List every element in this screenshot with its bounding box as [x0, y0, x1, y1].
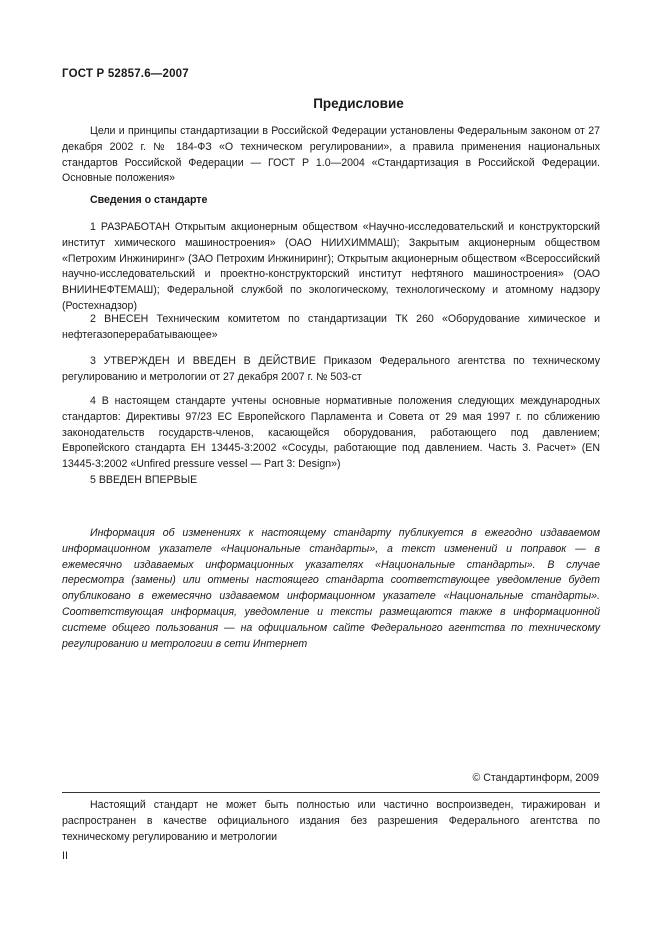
copyright: © Стандартинформ, 2009	[472, 772, 599, 784]
item-3-text: 3 УТВЕРЖДЕН И ВВЕДЕН В ДЕЙСТВИЕ Приказом Федерального агентства по техническому регулированию и метрологии от 27 декабря 2007 г. № 503-ст	[62, 355, 600, 383]
intro-text: Цели и принципы стандартизации в Российской Федерации установлены Федеральным законом от 27 декабря 2002 г. № 184-ФЗ «О техническом регулировании», а правила применения национальных стандартов Российской Федерации — ГОСТ Р 1.0—2004 «Стандартизация в Российской Федерации. Основные положения»	[62, 125, 600, 185]
item-2	[62, 312, 600, 344]
divider	[62, 792, 600, 793]
info-notice	[62, 526, 600, 652]
reproduction-notice	[62, 798, 600, 845]
item-5-text: 5 ВВЕДЕН ВПЕРВЫЕ	[90, 474, 198, 486]
page-number: II	[62, 850, 68, 862]
intro-paragraph	[62, 124, 600, 187]
item-1	[62, 220, 600, 315]
item-1-text: 1 РАЗРАБОТАН Открытым акционерным обществом «Научно-исследовательский и конструкторский институт химического машиностроения» (ОАО НИИХИММАШ); Закрытым акционерным обществом «Петрохим Инжиниринг» (ЗАО Петрохим Инжиниринг); Открытым акционерным обществом «Всероссийский научно-исследовательский и проектно-конструкторский институт нефтяного машиностроения» (ОАО ВНИИНЕФТЕМАШ); Федеральной службой по экологическому, технологическому и атомному надзору (Ростехнадзор)	[62, 221, 600, 312]
item-5	[62, 473, 600, 489]
item-4-text: 4 В настоящем стандарте учтены основные нормативные положения следующих международных стандартов: Директивы 97/23 ЕС Европейского Парламента и Совета от 29 мая 1997 г. по сближению законодательств государств-членов, касающейся оборудования, работающего под давлением; Европейского стандарта ЕН 13445-3:2002 «Сосуды, работающие под давлением. Часть 3. Расчет» (EN 13445-3:2002 «Unfired pressure vessel — Part 3: Design»)	[62, 395, 600, 471]
reproduction-text: Настоящий стандарт не может быть полностью или частично воспроизведен, тиражирован и распространен в качестве официального издания без разрешения Федерального агентства по техническому регулированию и метрологии	[62, 799, 600, 843]
about-heading: Сведения о стандарте	[90, 194, 208, 206]
item-2-text: 2 ВНЕСЕН Техническим комитетом по стандартизации ТК 260 «Оборудование химическое и нефтегазоперерабатывающее»	[62, 313, 600, 341]
document-header: ГОСТ Р 52857.6—2007	[62, 68, 189, 80]
item-4	[62, 394, 600, 473]
page-title: Предисловие	[313, 96, 404, 111]
info-notice-text: Информация об изменениях к настоящему стандарту публикуется в ежегодно издаваемом информационном указателе «Национальные стандарты», а текст изменений и поправок — в ежемесячно издаваемых информационных указателях «Национальные стандарты». В случае пересмотра (замены) или отмены настоящего стандарта соответствующее уведомление будет опубликовано в ежемесячно издаваемом информационном указателе «Национальные стандарты». Соответствующая информация, уведомление и тексты размещаются также в информационной системе общего пользования — на официальном сайте Федерального агентства по техническому регулированию и метрологии в сети Интернет	[62, 527, 600, 650]
item-3	[62, 354, 600, 386]
